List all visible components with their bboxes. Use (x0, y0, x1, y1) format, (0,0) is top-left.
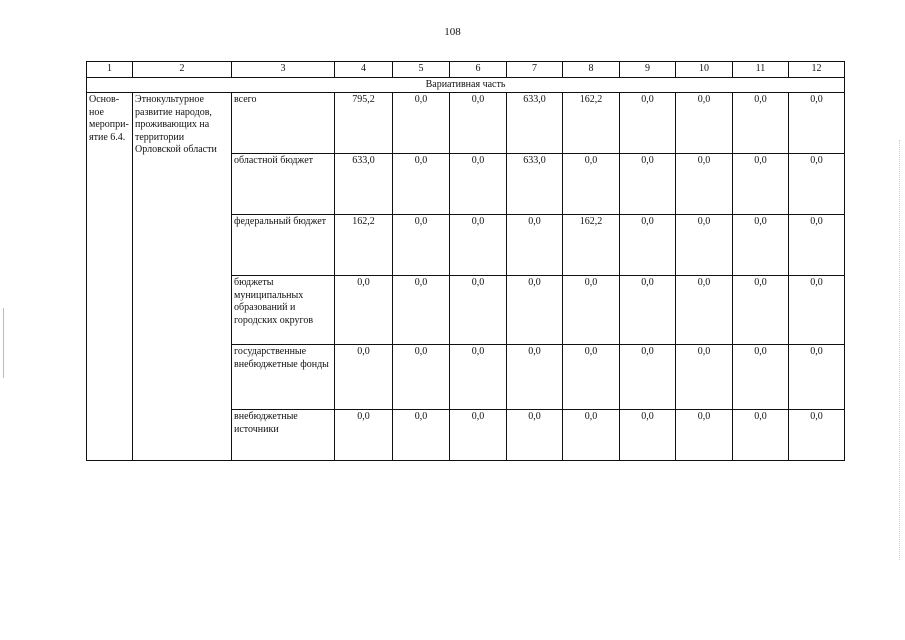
table-row (87, 93, 845, 154)
value-cell: 0,0 (393, 215, 450, 276)
value-cell: 0,0 (733, 410, 789, 461)
value-cell: 162,2 (335, 215, 393, 276)
column-number: 4 (335, 62, 393, 78)
value-cell: 0,0 (620, 345, 676, 410)
value-cell: 0,0 (676, 276, 733, 345)
value-cell: 162,2 (563, 93, 620, 154)
funding-source: внебюджетные источники (232, 410, 335, 461)
value-cell: 0,0 (563, 410, 620, 461)
value-cell: 0,0 (507, 276, 563, 345)
funding-source: всего (232, 93, 335, 154)
scan-artifact-line (3, 308, 4, 378)
measure-name-cell: Этнокультурное развитие народов, проживающих на территории Орловской области (133, 93, 232, 461)
section-title: Вариативная часть (87, 77, 845, 93)
value-cell: 0,0 (620, 215, 676, 276)
value-cell: 0,0 (733, 93, 789, 154)
value-cell: 0,0 (393, 276, 450, 345)
value-cell: 0,0 (450, 345, 507, 410)
value-cell: 0,0 (789, 215, 845, 276)
funding-source: государственные внебюджетные фонды (232, 345, 335, 410)
value-cell: 0,0 (393, 345, 450, 410)
page-number: 108 (444, 26, 461, 38)
scan-artifact-dots (899, 140, 901, 560)
value-cell: 0,0 (620, 93, 676, 154)
value-cell: 0,0 (450, 93, 507, 154)
value-cell: 0,0 (393, 93, 450, 154)
value-cell: 0,0 (620, 276, 676, 345)
value-cell: 0,0 (789, 276, 845, 345)
value-cell: 0,0 (450, 410, 507, 461)
measure-code-cell (87, 93, 133, 461)
measure-code-line: ятие 6.4. (89, 131, 126, 143)
value-cell: 0,0 (676, 93, 733, 154)
value-cell: 0,0 (789, 93, 845, 154)
column-number: 11 (733, 62, 789, 78)
value-cell: 0,0 (563, 154, 620, 215)
funding-source: бюджеты муниципальных образований и городских округов (232, 276, 335, 345)
measure-code-line: меропри- (89, 119, 129, 130)
value-cell: 0,0 (733, 276, 789, 345)
value-cell: 0,0 (676, 154, 733, 215)
column-number: 5 (393, 62, 450, 78)
value-cell: 0,0 (393, 410, 450, 461)
column-number: 12 (789, 62, 845, 78)
value-cell: 0,0 (450, 154, 507, 215)
section-row (87, 77, 845, 93)
value-cell: 633,0 (507, 93, 563, 154)
column-number-row (87, 62, 845, 78)
column-number: 1 (87, 62, 133, 78)
value-cell: 633,0 (507, 154, 563, 215)
value-cell: 0,0 (507, 215, 563, 276)
value-cell: 0,0 (335, 410, 393, 461)
value-cell: 633,0 (335, 154, 393, 215)
value-cell: 0,0 (335, 276, 393, 345)
value-cell: 0,0 (676, 215, 733, 276)
funding-source: областной бюджет (232, 154, 335, 215)
value-cell: 0,0 (507, 345, 563, 410)
value-cell: 0,0 (620, 154, 676, 215)
value-cell: 0,0 (789, 410, 845, 461)
column-number: 9 (620, 62, 676, 78)
value-cell: 0,0 (450, 276, 507, 345)
value-cell: 0,0 (676, 345, 733, 410)
column-number: 6 (450, 62, 507, 78)
budget-table (86, 61, 845, 461)
value-cell: 0,0 (393, 154, 450, 215)
column-number: 8 (563, 62, 620, 78)
value-cell: 0,0 (563, 345, 620, 410)
value-cell: 0,0 (620, 410, 676, 461)
value-cell: 0,0 (507, 410, 563, 461)
column-number: 2 (133, 62, 232, 78)
value-cell: 0,0 (733, 215, 789, 276)
value-cell: 795,2 (335, 93, 393, 154)
value-cell: 0,0 (563, 276, 620, 345)
funding-source: федеральный бюджет (232, 215, 335, 276)
value-cell: 0,0 (789, 154, 845, 215)
measure-code-line: Основ- (89, 94, 120, 105)
measure-code-line: ное (89, 106, 104, 118)
value-cell: 0,0 (335, 345, 393, 410)
value-cell: 0,0 (733, 345, 789, 410)
value-cell: 0,0 (733, 154, 789, 215)
column-number: 10 (676, 62, 733, 78)
value-cell: 0,0 (450, 215, 507, 276)
value-cell: 0,0 (789, 345, 845, 410)
value-cell: 162,2 (563, 215, 620, 276)
column-number: 7 (507, 62, 563, 78)
value-cell: 0,0 (676, 410, 733, 461)
column-number: 3 (232, 62, 335, 78)
